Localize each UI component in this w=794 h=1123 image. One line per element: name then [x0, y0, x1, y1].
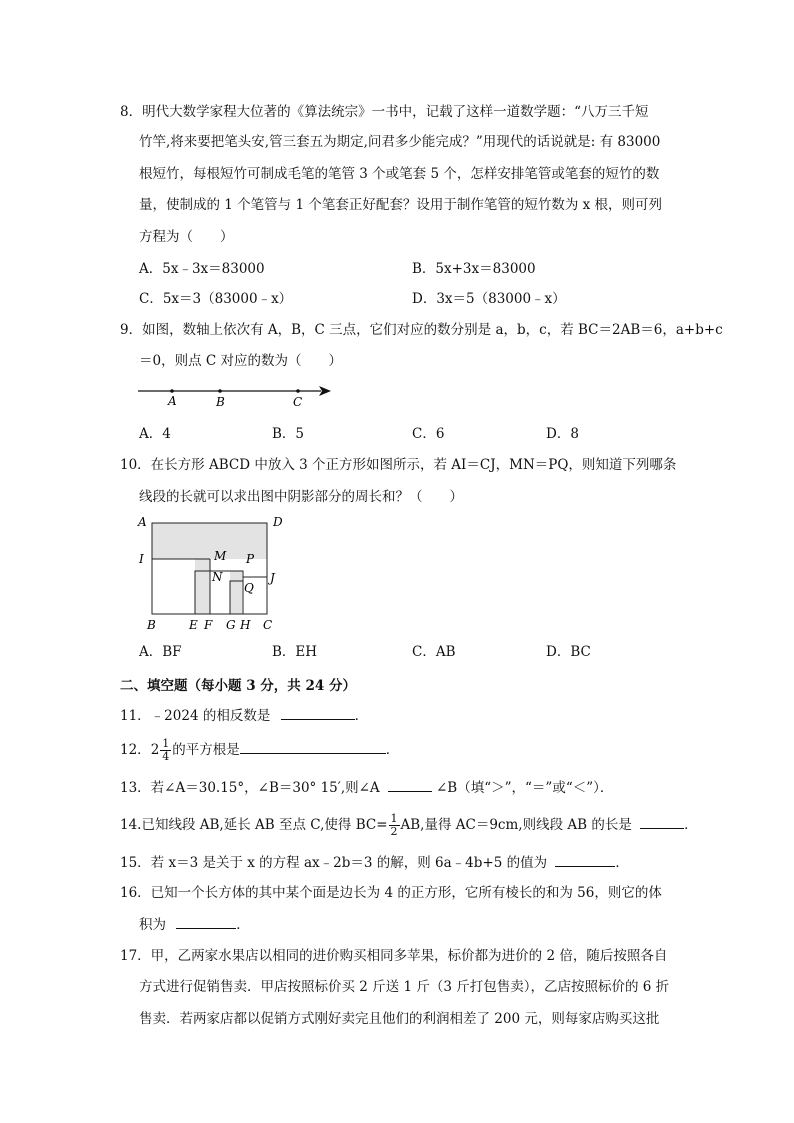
- label-b: B: [216, 395, 225, 409]
- q15-text: 15．若 x＝3 是关于 x 的方程 ax﹣2b＝3 的解，则 6a﹣4b+5 的值为: [120, 855, 548, 871]
- q11-text: 11．﹣2024 的相反数是: [120, 708, 271, 724]
- q9-option-c[interactable]: C．6: [412, 426, 445, 442]
- q16-line-2-text: 积为: [139, 917, 166, 933]
- q12-int: 2: [150, 742, 160, 758]
- q14-text-b: AB,量得 AC＝9cm,则线段 AB 的长是: [400, 817, 632, 833]
- q12-fraction: [160, 738, 171, 763]
- q10-option-a[interactable]: A．BF: [139, 644, 182, 660]
- q16-line-2: [139, 914, 250, 935]
- q12-frac-den: 4: [162, 750, 170, 763]
- q15-answer-blank[interactable]: [555, 852, 615, 867]
- q14-end: ．: [684, 817, 698, 833]
- q14-text-a: 14.已知线段 AB,延长 AB 至点 C,使得 BC=: [120, 817, 388, 833]
- q17-line-2: 方式进行促销售卖．甲店按照标价买 2 斤送 1 斤（3 斤打包售卖），乙店按照标价的 6 折: [139, 979, 670, 995]
- q16-answer-blank[interactable]: [176, 914, 236, 929]
- label-p: P: [246, 552, 255, 566]
- label-a: A: [168, 394, 177, 408]
- number-line-figure: [136, 381, 336, 411]
- point-b: [218, 389, 222, 393]
- q11-end: ．: [354, 708, 369, 724]
- label-c: C: [293, 395, 303, 409]
- q9-option-a[interactable]: A．4: [139, 426, 171, 442]
- shaded-square-right: [230, 571, 242, 614]
- q8-line-1: 8．明代大数学家程大位著的《算法统宗》一书中，记载了这样一道数学题：“八万三千短: [120, 104, 649, 120]
- label-h: H: [240, 618, 251, 632]
- q8-line-5: 方程为（ ）: [139, 229, 234, 245]
- label-a: A: [138, 515, 147, 529]
- q8-option-c[interactable]: C．5x＝3（83000﹣x）: [139, 291, 293, 307]
- q17-line-1: 17．甲，乙两家水果店以相同的进价购买相同多苹果，标价都为进价的 2 倍，随后按照各自: [120, 948, 668, 964]
- q17-line-3: 售卖．若两家店都以促销方式刚好卖完且他们的利润相差了 200 元，则每家店购买这批: [139, 1011, 660, 1027]
- label-b: B: [147, 618, 156, 632]
- q8-option-a[interactable]: A．5x﹣3x＝83000: [139, 261, 265, 277]
- point-c: [296, 389, 300, 393]
- q14-frac-den: 2: [390, 825, 398, 838]
- q16-line-1: 16．已知一个长方体的其中某个面是边长为 4 的正方形，它所有棱长的和为 56，则它的体: [120, 885, 662, 901]
- label-n: N: [212, 570, 223, 584]
- label-g: G: [226, 618, 236, 632]
- question-12: [120, 738, 399, 763]
- q8-option-b[interactable]: B．5x+3x＝83000: [412, 261, 536, 277]
- point-a: [170, 389, 174, 393]
- label-d: D: [273, 515, 283, 529]
- q10-line-1: 10．在长方形 ABCD 中放入 3 个正方形如图所示，若 AI＝CJ，MN＝PQ，则知道下列哪条: [120, 457, 677, 473]
- q12-answer-blank[interactable]: [240, 739, 386, 754]
- q13-answer-blank[interactable]: [388, 777, 432, 792]
- label-e: E: [189, 618, 198, 632]
- q16-end: ．: [236, 917, 250, 933]
- q8-option-d[interactable]: D．3x＝5（83000﹣x）: [412, 291, 566, 307]
- q10-option-c[interactable]: C．AB: [412, 644, 456, 660]
- q10-option-b[interactable]: B．EH: [272, 644, 318, 660]
- q10-option-d[interactable]: D．BC: [546, 644, 591, 660]
- rectangle-squares-figure: [130, 510, 300, 636]
- question-11: [120, 705, 368, 726]
- q13-text-a: 13．若∠A＝30.15°，∠B＝30° 15′,则∠A: [120, 780, 380, 796]
- q11-answer-blank[interactable]: [281, 705, 355, 720]
- q14-frac-num: 1: [390, 812, 398, 825]
- q15-end: ．: [615, 855, 629, 871]
- q14-fraction: [389, 813, 400, 838]
- label-c: C: [263, 618, 273, 632]
- q9-option-b[interactable]: B．5: [272, 426, 305, 442]
- q9-option-d[interactable]: D．8: [546, 426, 579, 442]
- q8-line-2: 竹竿,将来要把笔头安,管三套五为期定,问君多少能完成？”用现代的话说就是: 有 83000: [139, 134, 661, 150]
- label-f: F: [204, 618, 213, 632]
- question-14: [120, 813, 698, 838]
- q12-text: 的平方根是: [172, 742, 240, 758]
- shaded-square-left: [195, 559, 210, 614]
- label-i: I: [139, 552, 144, 566]
- q10-line-2: 线段的长就可以求出图中阴影部分的周长和？（ ）: [139, 489, 463, 505]
- q9-line-2: ＝0，则点 C 对应的数为（ ）: [139, 353, 343, 369]
- label-j: J: [270, 571, 275, 585]
- q8-line-3: 根短竹，每根短竹可制成毛笔的笔管 3 个或笔套 5 个，怎样安排笔管或笔套的短竹的数: [139, 166, 660, 182]
- label-m: M: [214, 549, 227, 563]
- question-15: [120, 852, 629, 873]
- q14-answer-blank[interactable]: [640, 814, 684, 829]
- q13-text-b: ∠B（填“＞”，“＝”或“＜”）．: [435, 780, 614, 796]
- q8-line-4: 量，使制成的 1 个笔管与 1 个笔套正好配套？设用于制作笔管的短竹数为 x 根，则可列: [139, 197, 663, 213]
- q9-line-1: 9．如图，数轴上依次有 A，B，C 三点，它们对应的数分别是 a，b，c，若 BC＝2AB＝6，a+b+c: [120, 322, 723, 338]
- label-q: Q: [244, 581, 254, 595]
- section-title-fill-in: 二、填空题（每小题 3 分，共 24 分）: [120, 678, 356, 694]
- q12-frac-num: 1: [162, 737, 170, 750]
- q12-num: 12．: [120, 742, 151, 758]
- question-13: [120, 777, 613, 798]
- q12-end: ．: [385, 742, 400, 758]
